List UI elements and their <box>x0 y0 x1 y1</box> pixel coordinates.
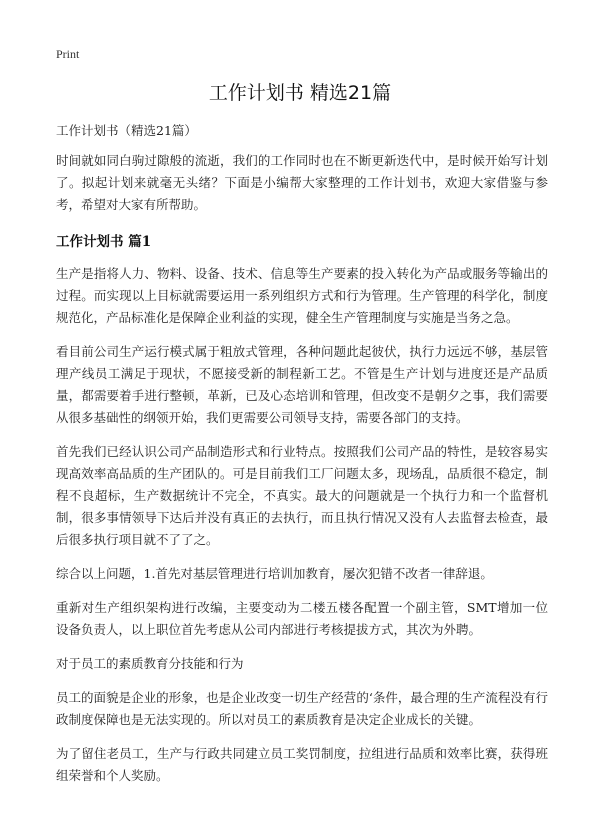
print-link[interactable]: Print <box>56 47 80 61</box>
body-paragraph: 员工的面貌是企业的形象，也是企业改变一切生产经营的‘条件，最合理的生产流程没有行政制度保障也是无法实现的。所以对员工的素质教育是决定企业成长的关键。 <box>56 690 548 727</box>
body-paragraph: 看目前公司生产运行模式属于粗放式管理，各种问题此起彼伏，执行力远远不够，基层管理产线员工满足于现状，不愿接受新的制程新工艺。不管是生产计划与进度还是产品质量，都需要着手进行整顿，革新，已及心态培训和管理，但改变不是朝夕之事，我们需要从很多基础性的纲领开始，我们更需要公司领导支持，需要各部门的支持。 <box>56 344 548 425</box>
body-paragraph: 为了留住老员工，生产与行政共同建立员工奖罚制度，拉组进行品质和效率比赛，获得班组荣誉和个人奖励。 <box>56 746 548 783</box>
document-subtitle: 工作计划书（精选21篇） <box>56 123 197 138</box>
body-paragraph: 重新对生产组织架构进行改编，主要变动为二楼五楼各配置一个副主管，SMT增加一位设备负责人，以上职位首先考虑从公司内部进行考核提拔方式，其次为外聘。 <box>56 600 548 637</box>
page-title: 工作计划书 精选21篇 <box>208 82 392 104</box>
section-heading: 工作计划书 篇1 <box>56 234 152 250</box>
body-paragraph: 生产是指将人力、物料、设备、技术、信息等生产要素的投入转化为产品或服务等输出的过程。而实现以上目标就需要运用一系列组织方式和行为管理。生产管理的科学化，制度规范化，产品标准化是保障企业利益的实现，健全生产管理制度与实施是当务之急。 <box>56 266 548 325</box>
intro-paragraph: 时间就如同白驹过隙般的流逝，我们的工作同时也在不断更新迭代中，是时候开始写计划了。拟起计划来就毫无头绪？下面是小编帮大家整理的工作计划书，欢迎大家借鉴与参考，希望对大家有所帮助。 <box>56 153 548 212</box>
body-paragraph: 对于员工的素质教育分技能和行为 <box>56 656 244 671</box>
body-paragraph: 综合以上问题，1.首先对基层管理进行培训加教育，屡次犯错不改者一律辞退。 <box>56 566 493 581</box>
body-paragraph: 首先我们已经认识公司产品制造形式和行业特点。按照我们公司产品的特性，是较容易实现高效率高品质的生产团队的。可是目前我们工厂问题太多，现场乱，品质很不稳定，制程不良超标，生产数据统计不完全，不真实。最大的问题就是一个执行力和一个监督机制，很多事情领导下达后并没有真正的去执行，而且执行情况又没有人去监督去检查，最后很多执行项目就不了了之。 <box>56 444 548 547</box>
document-content <box>56 120 548 799</box>
